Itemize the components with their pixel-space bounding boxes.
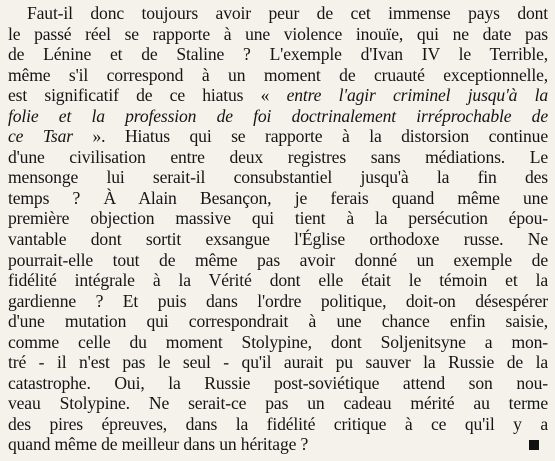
article-paragraph bbox=[8, 3, 548, 455]
text-run: temps ? À Alain Besançon, je ferais quand même une bbox=[8, 187, 548, 208]
text-line bbox=[8, 106, 548, 127]
text-run: de Lénine et de Staline ? L'exemple d'Ivan IV le Terrible, bbox=[8, 44, 548, 65]
text-line bbox=[8, 332, 548, 353]
text-run: fidélité intégrale à la Vérité dont elle était le témoin et la bbox=[8, 270, 548, 291]
text-run: quand même de meilleur dans un héritage ? bbox=[8, 434, 309, 455]
text-run: tré - il n'est pas le seul - qu'il aurait pu sauver la Russie de la bbox=[8, 352, 548, 373]
text-run: Faut-il donc toujours avoir peur de cet immense pays dont bbox=[27, 3, 548, 23]
text-run: pourrait-elle tout de même pas avoir donné un exemple de bbox=[8, 249, 548, 270]
text-run: d'une civilisation entre deux registres sans médiations. Le bbox=[8, 146, 548, 167]
text-line bbox=[8, 434, 548, 455]
text-line bbox=[8, 3, 548, 24]
text-run: vantable dont sortit exsangue l'Église orthodoxe russe. Ne bbox=[8, 229, 548, 250]
text-line bbox=[8, 85, 548, 106]
text-line bbox=[8, 24, 548, 45]
text-line bbox=[8, 270, 548, 291]
text-line bbox=[8, 311, 548, 332]
text-line bbox=[8, 126, 548, 147]
text-run: comme celle du moment Stolypine, dont Soljenitsyne a mon- bbox=[8, 331, 548, 352]
quoted-text-italic: folie et la profession de foi doctrinalement irréprochable de bbox=[8, 105, 548, 126]
text-line bbox=[8, 352, 548, 373]
text-line bbox=[8, 147, 548, 168]
text-line bbox=[8, 291, 548, 312]
text-run: des pires épreuves, dans la fidélité critique à ce qu'il y a bbox=[8, 413, 548, 434]
text-line bbox=[8, 188, 548, 209]
quoted-text-italic: entre l'agir criminel jusqu'à la bbox=[286, 85, 548, 106]
text-run: est significatif de ce hiatus « bbox=[8, 85, 287, 106]
text-line bbox=[8, 65, 548, 86]
text-line bbox=[8, 229, 548, 250]
text-line bbox=[8, 393, 548, 414]
text-run: mensonge lui serait-il consubstantiel jusqu'à la fin des bbox=[8, 167, 548, 188]
end-of-article-square-icon bbox=[529, 440, 539, 450]
text-line bbox=[8, 167, 548, 188]
text-run: veau Stolypine. Ne serait-ce pas un cadeau mérité au terme bbox=[8, 393, 548, 414]
text-line bbox=[8, 250, 548, 271]
text-run: catastrophe. Oui, la Russie post-soviétique attend son nou- bbox=[8, 372, 548, 393]
text-line bbox=[8, 44, 548, 65]
text-run: le passé réel se rapporte à une violence inouïe, qui ne date pas bbox=[8, 23, 548, 44]
quoted-text-italic: ce Tsar bbox=[8, 126, 73, 147]
text-run: première objection massive qui tient à la persécution épou- bbox=[8, 208, 548, 229]
text-run: gardienne ? Et puis dans l'ordre politique, doit-on désespérer bbox=[8, 290, 548, 311]
text-line bbox=[8, 414, 548, 435]
text-line bbox=[8, 373, 548, 394]
text-line bbox=[8, 208, 548, 229]
text-run: ». Hiatus qui se rapporte à la distorsion continue bbox=[72, 126, 548, 147]
text-run: même s'il correspond à un moment de cruauté exceptionnelle, bbox=[8, 64, 548, 85]
text-run: d'une mutation qui correspondrait à une chance enfin saisie, bbox=[8, 311, 548, 332]
